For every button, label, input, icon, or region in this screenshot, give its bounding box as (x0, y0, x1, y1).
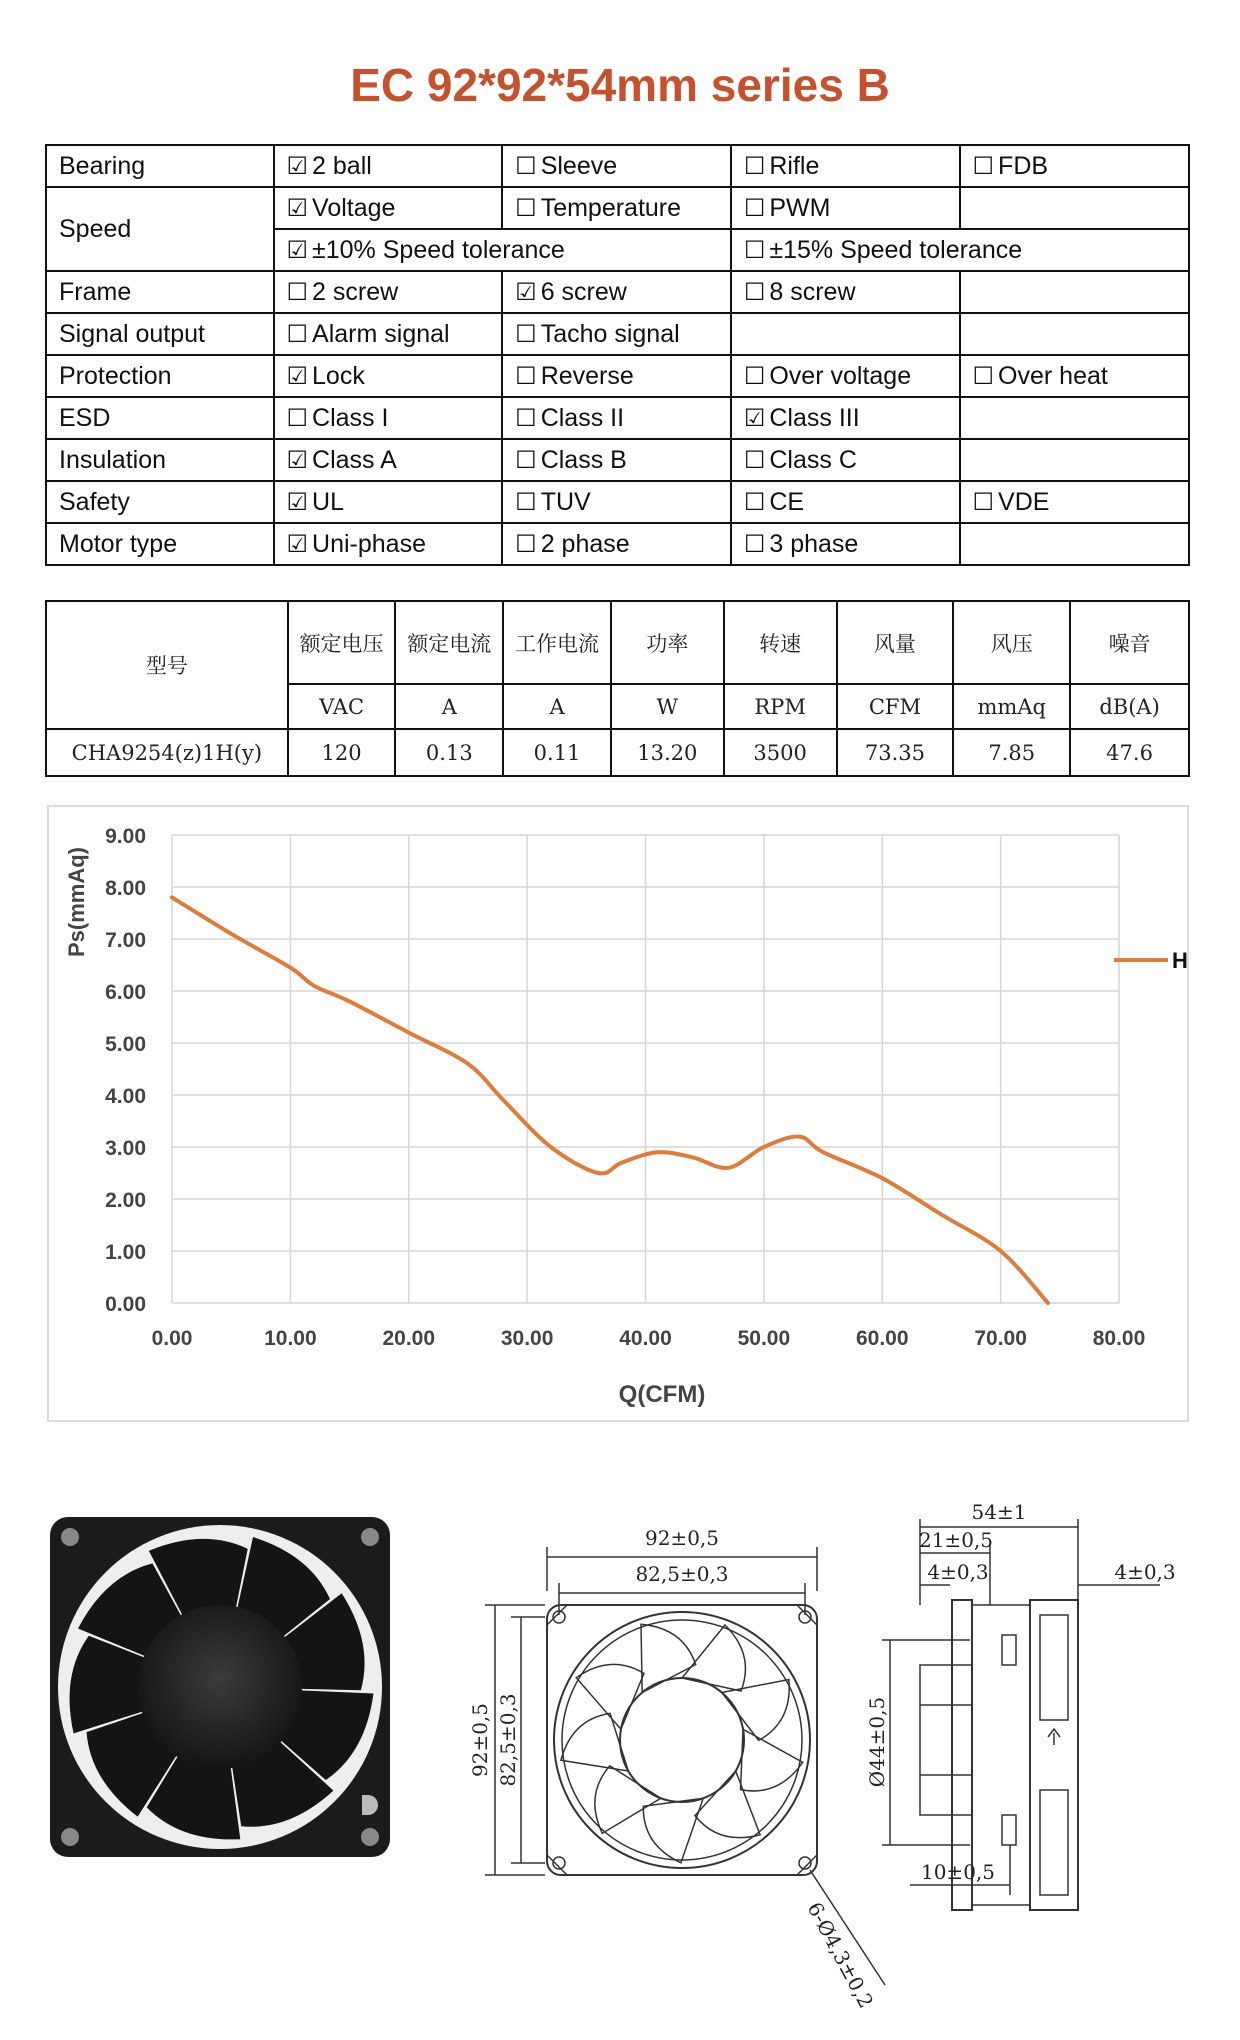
y-tick-label: 5.00 (105, 1033, 146, 1056)
side-hub-dim: Ø44±0,5 (865, 1696, 889, 1788)
front-width-dim: 92±0,5 (644, 1526, 720, 1550)
checked-box-icon: ☑ (515, 277, 537, 306)
pq-chart-frame (47, 805, 1189, 1422)
spec-cell (731, 439, 960, 481)
spec-cell (274, 355, 503, 397)
header-rated-voltage: 额定电压 (288, 601, 396, 684)
front-inner-width-dim: 82,5±0,3 (635, 1562, 729, 1586)
y-tick-label: 0.00 (105, 1293, 146, 1316)
header-noise: 噪音 (1070, 601, 1189, 684)
page-title: EC 92*92*54mm series B (350, 59, 890, 111)
spec-cell (502, 523, 731, 565)
unit-airflow: CFM (837, 684, 954, 729)
spec-option-label: Sleeve (540, 151, 618, 180)
y-tick-label: 1.00 (105, 1241, 146, 1264)
unchecked-box-icon: ☐ (286, 403, 309, 432)
value-working-current: 0.11 (503, 729, 611, 776)
front-inner-height-dim: 82,5±0,3 (496, 1693, 520, 1787)
spec-label: Insulation (46, 439, 274, 481)
unchecked-box-icon: ☐ (286, 277, 309, 306)
spec-table (45, 144, 1190, 566)
side-view-drawing (860, 1500, 1195, 1905)
spec-cell (960, 439, 1189, 481)
spec-option-label: FDB (998, 151, 1049, 180)
unit-power: W (611, 684, 724, 729)
unchecked-box-icon: ☐ (743, 361, 766, 390)
spec-option-label: Class B (540, 445, 627, 474)
unchecked-box-icon: ☐ (743, 235, 766, 264)
spec-option-label: 8 screw (769, 277, 856, 306)
unit-rated-current: A (395, 684, 503, 729)
spec-cell (960, 145, 1189, 187)
spec-cell (960, 271, 1189, 313)
spec-cell (502, 397, 731, 439)
spec-cell (274, 229, 731, 271)
spec-cell (274, 523, 503, 565)
unit-pressure: mmAq (953, 684, 1070, 729)
spec-row (46, 397, 1189, 439)
unchecked-box-icon: ☐ (515, 361, 537, 390)
x-tick-label: 50.00 (737, 1327, 791, 1350)
spec-option-label: ±15% Speed tolerance (769, 235, 1023, 264)
unchecked-box-icon: ☐ (743, 487, 766, 516)
y-tick-label: 4.00 (105, 1085, 146, 1108)
value-pressure: 7.85 (953, 729, 1070, 776)
y-tick-label: 8.00 (105, 877, 146, 900)
spec-row (46, 355, 1189, 397)
side-a-dim: 21±0,5 (918, 1528, 994, 1552)
value-power: 13.20 (611, 729, 724, 776)
spec-cell (960, 481, 1189, 523)
value-noise: 47.6 (1070, 729, 1189, 776)
spec-option-label: Over voltage (769, 361, 912, 390)
spec-label: Signal output (46, 313, 274, 355)
header-airflow: 风量 (837, 601, 954, 684)
checked-box-icon: ☑ (286, 235, 309, 264)
spec-cell (960, 523, 1189, 565)
spec-label: Motor type (46, 523, 274, 565)
spec-cell (274, 271, 503, 313)
spec-option-label: UL (312, 487, 344, 516)
unchecked-box-icon: ☐ (972, 361, 995, 390)
y-tick-label: 9.00 (105, 825, 146, 848)
unchecked-box-icon: ☐ (515, 529, 537, 558)
unchecked-box-icon: ☐ (972, 151, 995, 180)
unchecked-box-icon: ☐ (515, 151, 537, 180)
spec-cell (960, 397, 1189, 439)
spec-cell (274, 481, 503, 523)
spec-option-label: Tacho signal (540, 319, 680, 348)
unchecked-box-icon: ☐ (286, 319, 309, 348)
unit-working-current: A (503, 684, 611, 729)
spec-cell (274, 187, 503, 229)
x-tick-label: 60.00 (855, 1327, 909, 1350)
spec-row (46, 481, 1189, 523)
spec-cell (731, 187, 960, 229)
spec-cell (731, 481, 960, 523)
y-tick-label: 3.00 (105, 1137, 146, 1160)
spec-cell (731, 355, 960, 397)
spec-option-label: 2 screw (312, 277, 399, 306)
spec-cell (502, 271, 731, 313)
spec-option-label: Over heat (998, 361, 1108, 390)
x-tick-label: 10.00 (264, 1327, 317, 1350)
spec-option-label: Class I (312, 403, 389, 432)
header-working-current: 工作电流 (503, 601, 611, 684)
unit-speed: RPM (724, 684, 837, 729)
spec-option-label: CE (769, 487, 805, 516)
front-height-dim: 92±0,5 (468, 1702, 492, 1778)
spec-row (46, 187, 1189, 229)
unchecked-box-icon: ☐ (515, 319, 537, 348)
spec-option-label: Class C (769, 445, 857, 474)
spec-cell (502, 481, 731, 523)
spec-option-label: Temperature (540, 193, 682, 222)
spec-option-label: 2 phase (540, 529, 630, 558)
x-tick-label: 80.00 (1092, 1327, 1146, 1350)
unit-noise: dB(A) (1070, 684, 1189, 729)
unchecked-box-icon: ☐ (515, 487, 537, 516)
spec-label: ESD (46, 397, 274, 439)
spec-cell (274, 439, 503, 481)
spec-option-label: Voltage (312, 193, 396, 222)
spec-option-label: Reverse (540, 361, 634, 390)
value-voltage: 120 (288, 729, 396, 776)
checked-box-icon: ☑ (286, 193, 309, 222)
unchecked-box-icon: ☐ (515, 445, 537, 474)
spec-cell (731, 229, 1189, 271)
side-total-dim: 54±1 (971, 1500, 1027, 1524)
spec-option-label: TUV (540, 487, 591, 516)
spec-cell (274, 313, 503, 355)
y-axis-label: Ps(mmAq) (64, 846, 89, 958)
unchecked-box-icon: ☐ (743, 193, 766, 222)
spec-label: Frame (46, 271, 274, 313)
x-tick-label: 70.00 (974, 1327, 1027, 1350)
spec-option-label: VDE (998, 487, 1050, 516)
side-b-dim: 4±0,3 (927, 1560, 989, 1584)
spec-cell (502, 439, 731, 481)
side-d-dim: 10±0,5 (920, 1860, 996, 1884)
mounting-holes-dim: 6-Ø4,3±0,2 (802, 1898, 879, 2012)
x-tick-label: 20.00 (382, 1327, 436, 1350)
spec-cell (731, 271, 960, 313)
checked-box-icon: ☑ (286, 151, 309, 180)
x-tick-label: 0.00 (151, 1327, 193, 1350)
checked-box-icon: ☑ (286, 487, 309, 516)
spec-option-label: Uni-phase (312, 529, 426, 558)
spec-label: Bearing (46, 145, 274, 187)
unchecked-box-icon: ☐ (743, 277, 766, 306)
spec-cell (731, 523, 960, 565)
y-tick-label: 6.00 (105, 981, 146, 1004)
x-tick-label: 30.00 (500, 1327, 554, 1350)
spec-cell (731, 397, 960, 439)
spec-cell (960, 313, 1189, 355)
header-power: 功率 (611, 601, 724, 684)
checked-box-icon: ☑ (286, 445, 309, 474)
model-header: 型号 (46, 601, 288, 729)
spec-cell (960, 187, 1189, 229)
header-pressure: 风压 (953, 601, 1070, 684)
spec-option-label: 3 phase (769, 529, 859, 558)
model-value: CHA9254(z)1H(y) (46, 729, 288, 776)
unchecked-box-icon: ☐ (743, 445, 766, 474)
y-tick-label: 7.00 (105, 929, 146, 952)
unchecked-box-icon: ☐ (515, 403, 537, 432)
unchecked-box-icon: ☐ (515, 193, 537, 222)
x-axis-label: Q(CFM) (618, 1381, 706, 1408)
spec-row (46, 523, 1189, 565)
spec-option-label: Alarm signal (312, 319, 450, 348)
unchecked-box-icon: ☐ (743, 529, 766, 558)
spec-label: Protection (46, 355, 274, 397)
spec-option-label: ±10% Speed tolerance (312, 235, 565, 264)
spec-row (46, 145, 1189, 187)
value-speed: 3500 (724, 729, 837, 776)
checked-box-icon: ☑ (743, 403, 766, 432)
spec-option-label: Rifle (769, 151, 820, 180)
value-rated-current: 0.13 (395, 729, 503, 776)
spec-cell (502, 187, 731, 229)
spec-option-label: 6 screw (540, 277, 627, 306)
fan-photo (48, 1515, 392, 1859)
value-airflow: 73.35 (837, 729, 954, 776)
unchecked-box-icon: ☐ (743, 151, 766, 180)
spec-option-label: 2 ball (312, 151, 372, 180)
spec-option-label: Class A (312, 445, 397, 474)
spec-label: Safety (46, 481, 274, 523)
x-tick-label: 40.00 (619, 1327, 672, 1350)
unchecked-box-icon: ☐ (972, 487, 995, 516)
spec-cell (731, 145, 960, 187)
header-rated-current: 额定电流 (395, 601, 503, 684)
legend-label-h: H (1172, 948, 1188, 973)
spec-option-label: Class II (540, 403, 625, 432)
checked-box-icon: ☑ (286, 361, 309, 390)
spec-cell (274, 397, 503, 439)
spec-row (46, 439, 1189, 481)
unit-voltage: VAC (288, 684, 396, 729)
spec-cell (502, 313, 731, 355)
header-speed: 转速 (724, 601, 837, 684)
spec-cell (502, 145, 731, 187)
spec-option-label: PWM (769, 193, 831, 222)
spec-cell (731, 313, 960, 355)
checked-box-icon: ☑ (286, 529, 309, 558)
spec-cell (502, 355, 731, 397)
spec-row (46, 271, 1189, 313)
spec-option-label: Class III (769, 403, 860, 432)
performance-table (45, 600, 1190, 777)
spec-option-label: Lock (312, 361, 365, 390)
spec-label: Speed (46, 187, 274, 271)
y-tick-label: 2.00 (105, 1189, 146, 1212)
spec-cell (960, 355, 1189, 397)
spec-cell (274, 145, 503, 187)
spec-row (46, 313, 1189, 355)
side-c-dim: 4±0,3 (1114, 1560, 1176, 1584)
